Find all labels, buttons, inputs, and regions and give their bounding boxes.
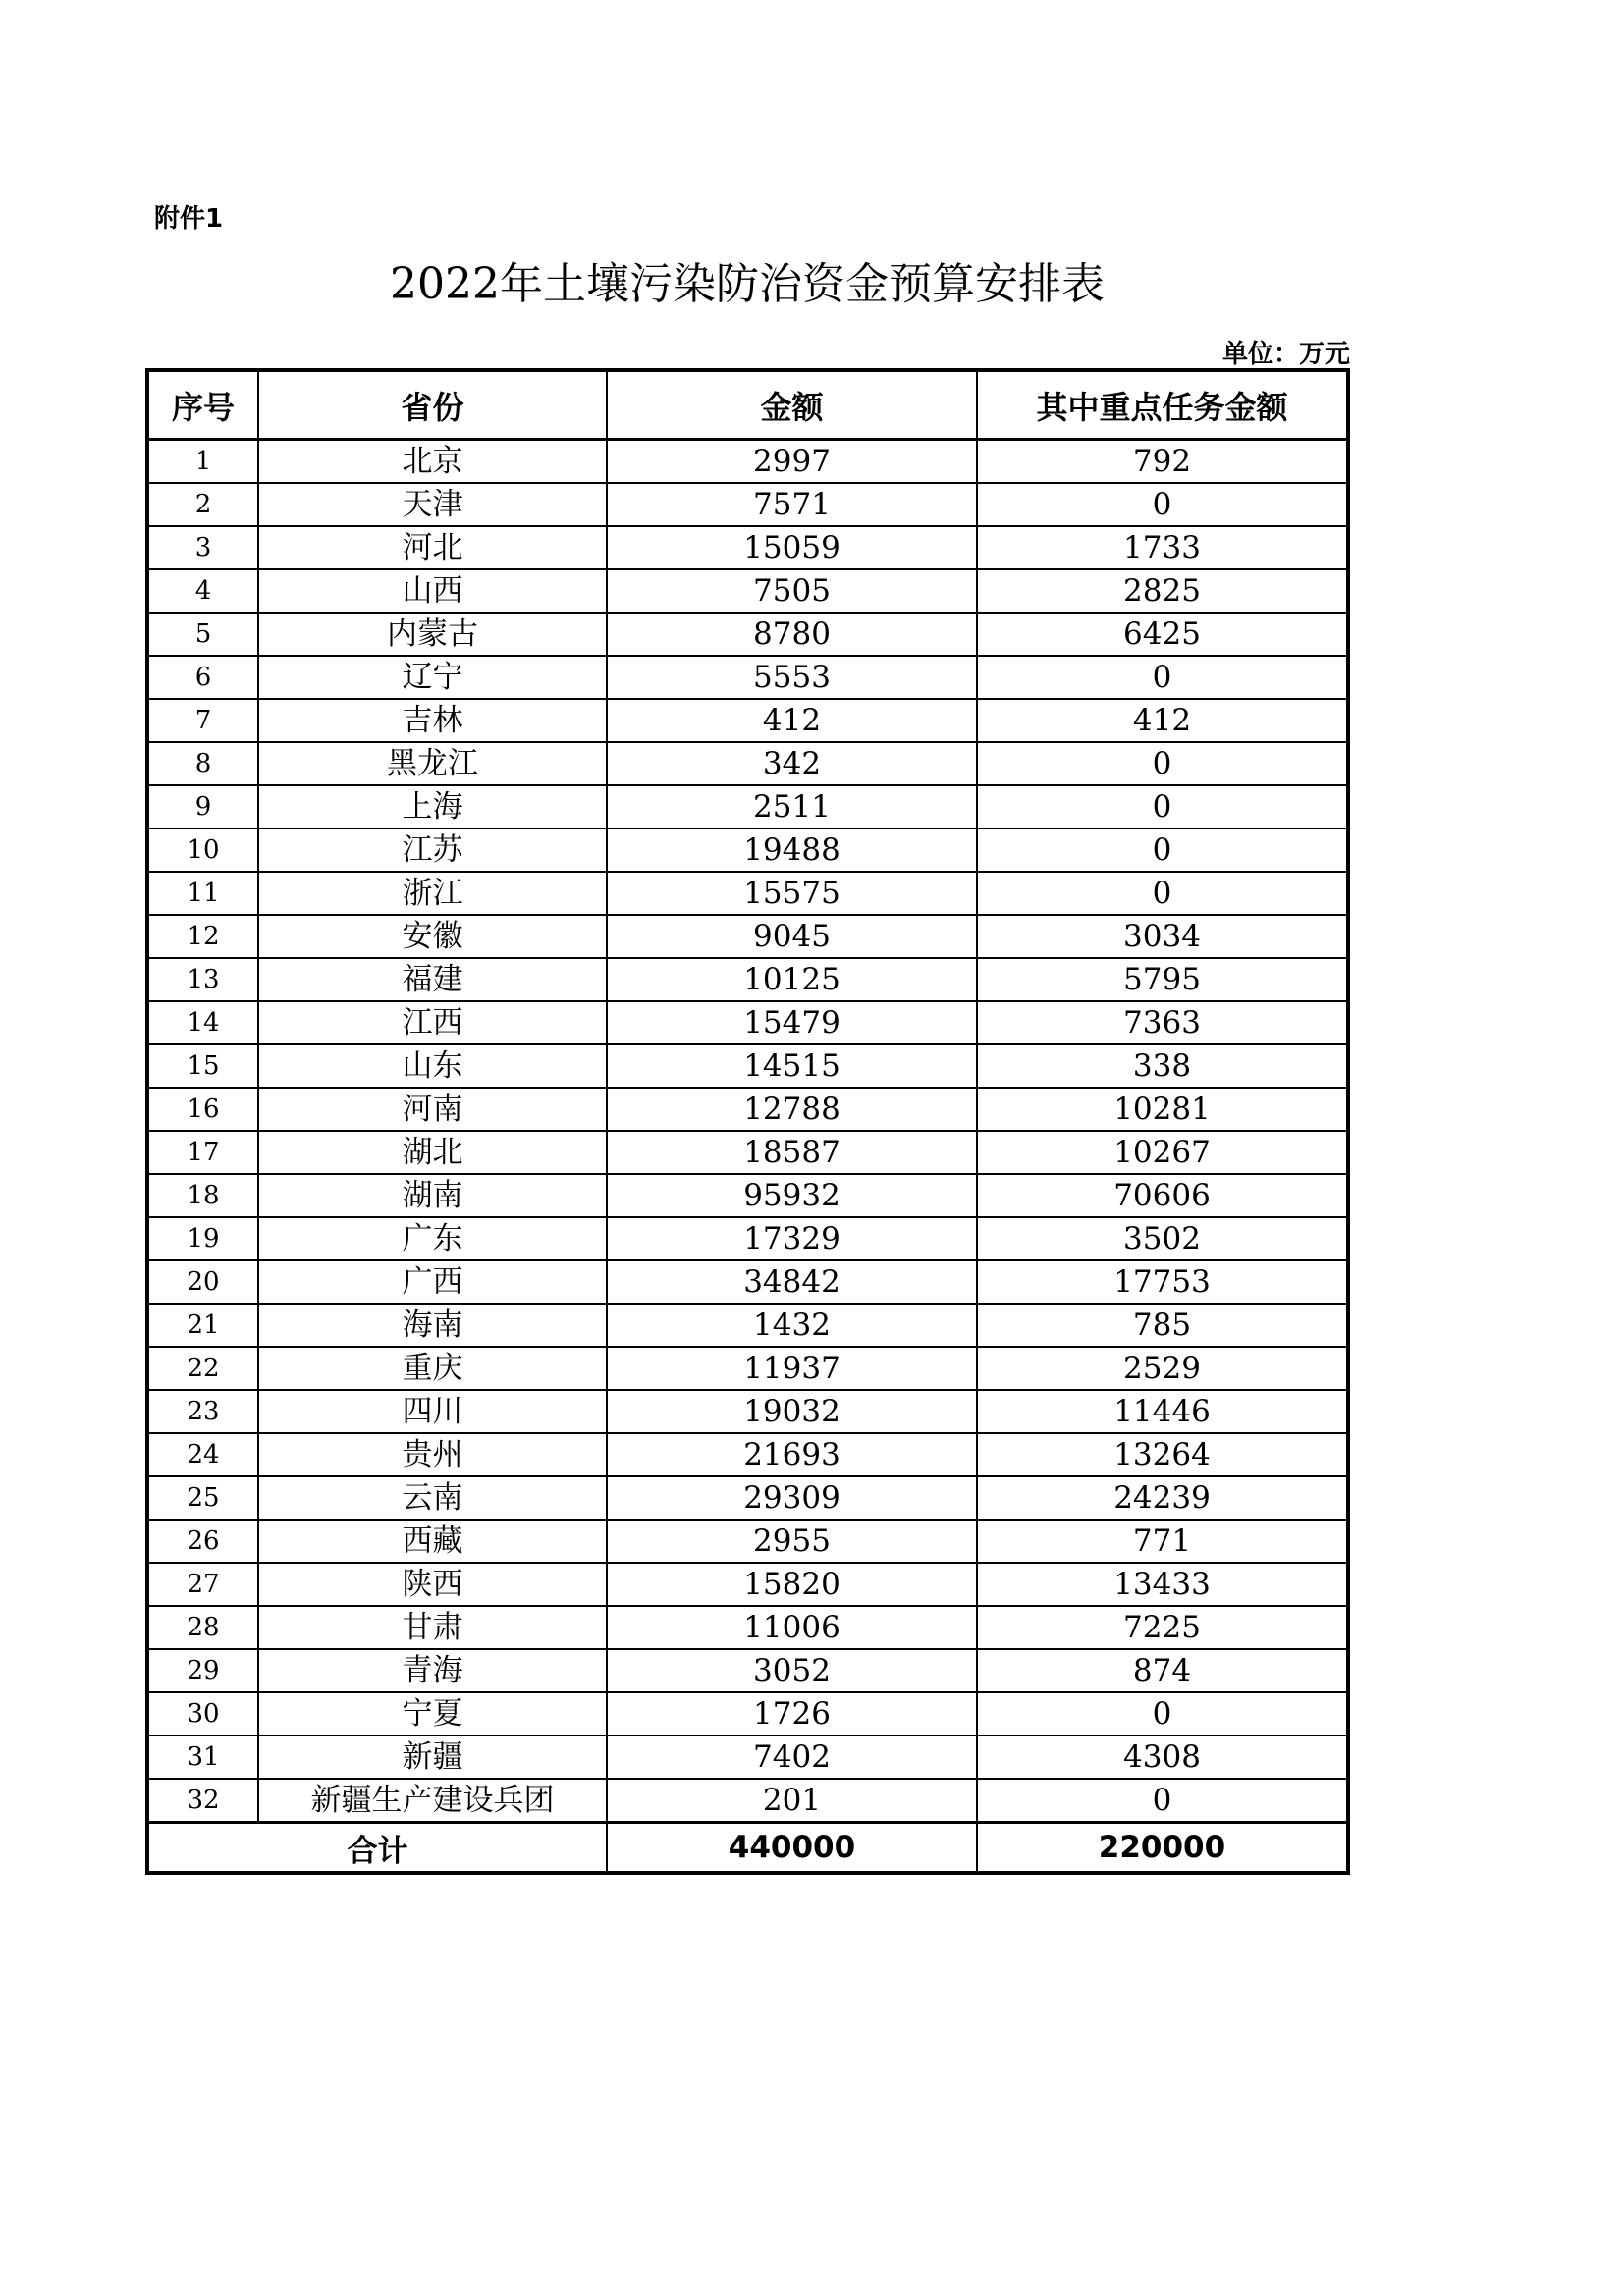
table-row bbox=[147, 1174, 1348, 1217]
total-label: 合计 bbox=[147, 1823, 607, 1874]
table-body bbox=[147, 440, 1348, 1823]
cell-key-task-amount: 17753 bbox=[977, 1260, 1348, 1304]
cell-seq: 2 bbox=[147, 483, 258, 526]
cell-province: 黑龙江 bbox=[258, 742, 607, 785]
cell-amount: 1432 bbox=[607, 1304, 977, 1347]
cell-key-task-amount: 412 bbox=[977, 699, 1348, 742]
table-row bbox=[147, 1563, 1348, 1606]
cell-province: 湖北 bbox=[258, 1131, 607, 1174]
cell-amount: 2955 bbox=[607, 1520, 977, 1563]
table-row bbox=[147, 656, 1348, 699]
table-row bbox=[147, 1779, 1348, 1823]
cell-key-task-amount: 338 bbox=[977, 1044, 1348, 1088]
total-key-task-amount: 220000 bbox=[977, 1823, 1348, 1874]
cell-seq: 17 bbox=[147, 1131, 258, 1174]
cell-seq: 6 bbox=[147, 656, 258, 699]
cell-province: 河北 bbox=[258, 526, 607, 569]
cell-seq: 13 bbox=[147, 958, 258, 1001]
cell-key-task-amount: 771 bbox=[977, 1520, 1348, 1563]
cell-province: 江西 bbox=[258, 1001, 607, 1044]
cell-seq: 25 bbox=[147, 1476, 258, 1520]
cell-amount: 12788 bbox=[607, 1088, 977, 1131]
cell-key-task-amount: 0 bbox=[977, 742, 1348, 785]
cell-province: 陕西 bbox=[258, 1563, 607, 1606]
table-row bbox=[147, 699, 1348, 742]
cell-seq: 18 bbox=[147, 1174, 258, 1217]
cell-seq: 21 bbox=[147, 1304, 258, 1347]
cell-amount: 7505 bbox=[607, 569, 977, 613]
cell-amount: 7571 bbox=[607, 483, 977, 526]
cell-amount: 19032 bbox=[607, 1390, 977, 1433]
cell-amount: 2997 bbox=[607, 440, 977, 484]
cell-seq: 20 bbox=[147, 1260, 258, 1304]
cell-key-task-amount: 0 bbox=[977, 785, 1348, 828]
cell-amount: 1726 bbox=[607, 1692, 977, 1735]
cell-amount: 11006 bbox=[607, 1606, 977, 1649]
cell-amount: 19488 bbox=[607, 828, 977, 872]
cell-key-task-amount: 2825 bbox=[977, 569, 1348, 613]
cell-province: 新疆 bbox=[258, 1735, 607, 1779]
cell-province: 新疆生产建设兵团 bbox=[258, 1779, 607, 1823]
cell-province: 宁夏 bbox=[258, 1692, 607, 1735]
cell-seq: 11 bbox=[147, 872, 258, 915]
cell-province: 山西 bbox=[258, 569, 607, 613]
cell-province: 安徽 bbox=[258, 915, 607, 958]
cell-province: 西藏 bbox=[258, 1520, 607, 1563]
cell-amount: 21693 bbox=[607, 1433, 977, 1476]
table-row bbox=[147, 1088, 1348, 1131]
cell-key-task-amount: 3034 bbox=[977, 915, 1348, 958]
cell-key-task-amount: 2529 bbox=[977, 1347, 1348, 1390]
cell-province: 四川 bbox=[258, 1390, 607, 1433]
cell-amount: 15820 bbox=[607, 1563, 977, 1606]
cell-key-task-amount: 0 bbox=[977, 1779, 1348, 1823]
cell-key-task-amount: 792 bbox=[977, 440, 1348, 484]
cell-seq: 1 bbox=[147, 440, 258, 484]
cell-amount: 8780 bbox=[607, 613, 977, 656]
table-row bbox=[147, 1347, 1348, 1390]
cell-seq: 19 bbox=[147, 1217, 258, 1260]
cell-amount: 2511 bbox=[607, 785, 977, 828]
cell-key-task-amount: 7363 bbox=[977, 1001, 1348, 1044]
table-row bbox=[147, 1692, 1348, 1735]
attachment-label: 附件1 bbox=[154, 204, 224, 234]
header-seq: 序号 bbox=[147, 370, 258, 440]
cell-key-task-amount: 4308 bbox=[977, 1735, 1348, 1779]
cell-amount: 412 bbox=[607, 699, 977, 742]
header-key-task-amount: 其中重点任务金额 bbox=[977, 370, 1348, 440]
cell-key-task-amount: 13433 bbox=[977, 1563, 1348, 1606]
cell-province: 内蒙古 bbox=[258, 613, 607, 656]
cell-amount: 7402 bbox=[607, 1735, 977, 1779]
cell-province: 天津 bbox=[258, 483, 607, 526]
cell-province: 上海 bbox=[258, 785, 607, 828]
cell-seq: 24 bbox=[147, 1433, 258, 1476]
cell-seq: 26 bbox=[147, 1520, 258, 1563]
cell-key-task-amount: 10281 bbox=[977, 1088, 1348, 1131]
cell-amount: 15059 bbox=[607, 526, 977, 569]
cell-key-task-amount: 13264 bbox=[977, 1433, 1348, 1476]
cell-amount: 34842 bbox=[607, 1260, 977, 1304]
cell-amount: 342 bbox=[607, 742, 977, 785]
table-row bbox=[147, 785, 1348, 828]
cell-key-task-amount: 0 bbox=[977, 1692, 1348, 1735]
cell-province: 辽宁 bbox=[258, 656, 607, 699]
cell-seq: 16 bbox=[147, 1088, 258, 1131]
cell-province: 河南 bbox=[258, 1088, 607, 1131]
table-row bbox=[147, 613, 1348, 656]
cell-key-task-amount: 0 bbox=[977, 828, 1348, 872]
table-row bbox=[147, 1001, 1348, 1044]
table-row bbox=[147, 1131, 1348, 1174]
cell-key-task-amount: 10267 bbox=[977, 1131, 1348, 1174]
table-row bbox=[147, 915, 1348, 958]
cell-amount: 29309 bbox=[607, 1476, 977, 1520]
cell-province: 山东 bbox=[258, 1044, 607, 1088]
cell-seq: 15 bbox=[147, 1044, 258, 1088]
table-row bbox=[147, 828, 1348, 872]
cell-seq: 30 bbox=[147, 1692, 258, 1735]
cell-province: 浙江 bbox=[258, 872, 607, 915]
cell-province: 吉林 bbox=[258, 699, 607, 742]
cell-province: 北京 bbox=[258, 440, 607, 484]
table-row bbox=[147, 483, 1348, 526]
table-row bbox=[147, 1390, 1348, 1433]
cell-key-task-amount: 874 bbox=[977, 1649, 1348, 1692]
cell-amount: 15575 bbox=[607, 872, 977, 915]
cell-province: 重庆 bbox=[258, 1347, 607, 1390]
cell-key-task-amount: 7225 bbox=[977, 1606, 1348, 1649]
cell-key-task-amount: 6425 bbox=[977, 613, 1348, 656]
cell-amount: 10125 bbox=[607, 958, 977, 1001]
cell-key-task-amount: 0 bbox=[977, 483, 1348, 526]
cell-seq: 4 bbox=[147, 569, 258, 613]
cell-amount: 15479 bbox=[607, 1001, 977, 1044]
total-row bbox=[147, 1823, 1348, 1874]
page-title: 2022年土壤污染防治资金预算安排表 bbox=[390, 259, 1105, 309]
table-row bbox=[147, 872, 1348, 915]
cell-seq: 8 bbox=[147, 742, 258, 785]
cell-key-task-amount: 3502 bbox=[977, 1217, 1348, 1260]
cell-amount: 14515 bbox=[607, 1044, 977, 1088]
cell-seq: 3 bbox=[147, 526, 258, 569]
header-province: 省份 bbox=[258, 370, 607, 440]
cell-seq: 9 bbox=[147, 785, 258, 828]
cell-province: 贵州 bbox=[258, 1433, 607, 1476]
cell-amount: 11937 bbox=[607, 1347, 977, 1390]
cell-amount: 9045 bbox=[607, 915, 977, 958]
cell-key-task-amount: 24239 bbox=[977, 1476, 1348, 1520]
cell-seq: 29 bbox=[147, 1649, 258, 1692]
table-row bbox=[147, 1649, 1348, 1692]
cell-key-task-amount: 5795 bbox=[977, 958, 1348, 1001]
table-row bbox=[147, 569, 1348, 613]
cell-key-task-amount: 785 bbox=[977, 1304, 1348, 1347]
table-row bbox=[147, 742, 1348, 785]
cell-seq: 23 bbox=[147, 1390, 258, 1433]
cell-province: 广西 bbox=[258, 1260, 607, 1304]
table-row bbox=[147, 526, 1348, 569]
cell-province: 江苏 bbox=[258, 828, 607, 872]
table-header-row bbox=[147, 370, 1348, 440]
table-row bbox=[147, 1044, 1348, 1088]
table-row bbox=[147, 1217, 1348, 1260]
cell-amount: 3052 bbox=[607, 1649, 977, 1692]
table-row bbox=[147, 1606, 1348, 1649]
table-row bbox=[147, 1476, 1348, 1520]
table-row bbox=[147, 1433, 1348, 1476]
cell-province: 甘肃 bbox=[258, 1606, 607, 1649]
table-row bbox=[147, 958, 1348, 1001]
cell-key-task-amount: 70606 bbox=[977, 1174, 1348, 1217]
cell-key-task-amount: 11446 bbox=[977, 1390, 1348, 1433]
unit-label: 单位：万元 bbox=[1221, 340, 1350, 369]
table-row bbox=[147, 1735, 1348, 1779]
cell-seq: 12 bbox=[147, 915, 258, 958]
cell-amount: 18587 bbox=[607, 1131, 977, 1174]
cell-province: 云南 bbox=[258, 1476, 607, 1520]
table-row bbox=[147, 1304, 1348, 1347]
cell-seq: 7 bbox=[147, 699, 258, 742]
cell-province: 湖南 bbox=[258, 1174, 607, 1217]
cell-province: 海南 bbox=[258, 1304, 607, 1347]
budget-table bbox=[145, 368, 1350, 1875]
cell-seq: 14 bbox=[147, 1001, 258, 1044]
cell-amount: 17329 bbox=[607, 1217, 977, 1260]
total-amount: 440000 bbox=[607, 1823, 977, 1874]
cell-province: 广东 bbox=[258, 1217, 607, 1260]
cell-seq: 22 bbox=[147, 1347, 258, 1390]
cell-seq: 10 bbox=[147, 828, 258, 872]
cell-key-task-amount: 1733 bbox=[977, 526, 1348, 569]
cell-key-task-amount: 0 bbox=[977, 656, 1348, 699]
cell-amount: 95932 bbox=[607, 1174, 977, 1217]
cell-seq: 28 bbox=[147, 1606, 258, 1649]
cell-province: 青海 bbox=[258, 1649, 607, 1692]
table-row bbox=[147, 440, 1348, 484]
cell-seq: 27 bbox=[147, 1563, 258, 1606]
table-row bbox=[147, 1520, 1348, 1563]
cell-seq: 32 bbox=[147, 1779, 258, 1823]
cell-amount: 201 bbox=[607, 1779, 977, 1823]
cell-key-task-amount: 0 bbox=[977, 872, 1348, 915]
header-amount: 金额 bbox=[607, 370, 977, 440]
table-row bbox=[147, 1260, 1348, 1304]
cell-seq: 5 bbox=[147, 613, 258, 656]
cell-province: 福建 bbox=[258, 958, 607, 1001]
cell-seq: 31 bbox=[147, 1735, 258, 1779]
cell-amount: 5553 bbox=[607, 656, 977, 699]
